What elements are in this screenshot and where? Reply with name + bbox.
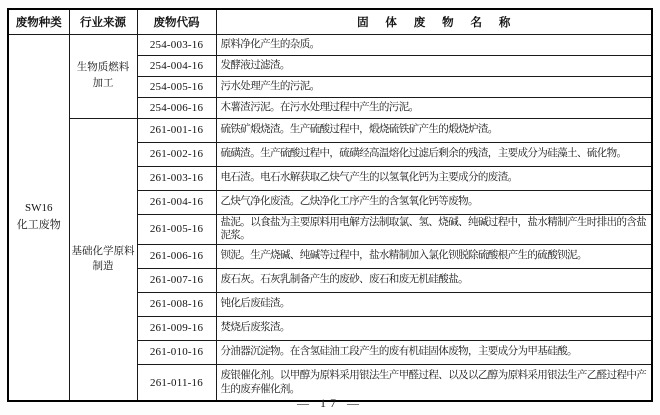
header-industry-source: 行业来源 [69,9,137,34]
header-waste-category: 废物种类 [8,9,69,34]
waste-code-cell: 261-008-16 [137,292,216,316]
waste-code-cell: 254-004-16 [137,55,216,76]
waste-name-cell: 废石灰。石灰乳制备产生的废砂、废石和废无机硅酸盐。 [216,268,652,292]
waste-catalog-table [7,8,653,402]
table-header-row [8,9,652,34]
waste-code-cell: 261-010-16 [137,340,216,364]
industry-cell [69,34,137,118]
waste-code-cell: 254-003-16 [137,34,216,55]
industry-line: 加工 [92,78,114,89]
waste-code-cell: 261-003-16 [137,166,216,190]
waste-name-cell: 硫磺渣。生产硫酸过程中，硫磺经高温熔化过滤后剩余的残渣，主要成分为硅藻土、硫化物。 [216,142,652,166]
waste-name-cell: 木薯渣污泥。在污水处理过程中产生的污泥。 [216,97,652,118]
industry-line: 基础化学原料 [71,245,135,257]
category-name: 化工废物 [16,219,61,232]
waste-code-cell: 261-001-16 [137,118,216,142]
category-cell [8,34,69,401]
industry-line: 制造 [92,261,114,273]
waste-code-cell: 261-004-16 [137,190,216,214]
waste-name-cell: 电石渣。电石水解获取乙炔气产生的以氢氧化钙为主要成分的废渣。 [216,166,652,190]
page-number: — 17 — [297,396,363,410]
table-row [8,118,652,142]
category-code: SW16 [25,202,53,215]
waste-name-cell: 钡泥。生产烧碱、纯碱等过程中，盐水精制加入氯化钡脱除硫酸根产生的硫酸钡泥。 [216,244,652,268]
waste-name-cell: 焚烧后废浆渣。 [216,316,652,340]
waste-code-cell: 261-005-16 [137,214,216,244]
industry-cell [69,118,137,401]
header-waste-name: 固 体 废 物 名 称 [216,9,652,34]
waste-code-cell: 261-006-16 [137,244,216,268]
waste-name-cell: 分油器沉淀物。在含氢硅油工段产生的废有机硅固体废物，主要成分为甲基硅酸。 [216,340,652,364]
waste-code-cell: 254-006-16 [137,97,216,118]
waste-code-cell: 261-011-16 [137,364,216,401]
waste-code-cell: 261-002-16 [137,142,216,166]
waste-name-cell: 盐泥。以食盐为主要原料用电解方法制取氯、氢、烧碱、纯碱过程中，盐水精制产生时排出的含盐泥浆。 [216,214,652,244]
waste-name-cell: 钝化后废硅渣。 [216,292,652,316]
waste-name-cell: 硫铁矿煅烧渣。生产硫酸过程中，煅烧硫铁矿产生的煅烧炉渣。 [216,118,652,142]
waste-table-body [8,34,652,401]
waste-code-cell: 261-009-16 [137,316,216,340]
waste-code-cell: 254-005-16 [137,76,216,97]
waste-name-cell: 原料净化产生的杂质。 [216,34,652,55]
table-row [8,34,652,55]
waste-code-cell: 261-007-16 [137,268,216,292]
waste-name-cell: 废银催化剂。以甲醇为原料采用银法生产甲醛过程、以及以乙醇为原料采用银法生产乙醛过程中产生的废弃催化剂。 [216,364,652,401]
header-waste-code: 废物代码 [137,9,216,34]
industry-line: 生物质燃料 [76,62,130,74]
waste-name-cell: 发酵液过滤渣。 [216,55,652,76]
waste-name-cell: 污水处理产生的污泥。 [216,76,652,97]
waste-name-cell: 乙炔气净化废渣。乙炔净化工序产生的含氢氧化钙等废物。 [216,190,652,214]
